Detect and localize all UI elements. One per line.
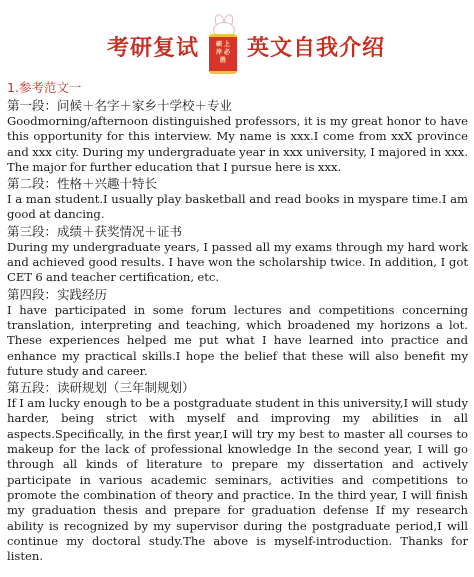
section-3-text: During my undergraduate years, I passed all my exams through my hard work and achieved good results. I have won the scholarship twice. In addition, I got CET 6 and teacher certification, etc. (7, 239, 468, 285)
bunny-scroll-icon (206, 14, 240, 76)
section-2-heading: 第二段：性格＋兴趣十特长 (7, 176, 158, 192)
subtitle: 1.参考范文一 (7, 80, 82, 95)
content (7, 80, 468, 564)
title-right: 英文自我介绍 (247, 36, 386, 61)
section-5-heading: 第五段：读研规划（三年制规划） (7, 380, 195, 396)
section-4-text: I have participated in some forum lectures and competitions concerning translation, interpreting and teaching, which broadened my horizons a lot. These experiences helped me put what I have learned into practice and enhance my practical skills.I hope the belief that these will also benefit my future study and career. (7, 302, 468, 378)
section-1-heading: 第一段：问候＋名字＋家乡十学校＋专业 (7, 98, 233, 113)
badge-text: 硕 上 岸 必 胜 (215, 41, 231, 64)
section-3-heading: 第三段：成绩＋获奖情况＋证书 (7, 223, 183, 239)
section-2-text: I a man student.I usually play basketball and read books in myspare time.I am good at dancing. (7, 192, 468, 222)
section-4-heading: 第四段：实践经历 (7, 286, 108, 302)
header (7, 0, 468, 82)
section-1-text: Goodmorning/afternoon distinguished professors, it is my great honor to have this opportunity for this interview. My name is xxx.I come from xxX province and xxx city. During my undergraduate year in xxx university, I majored in xxx. The major for further education that I pursue here is xxx. (7, 114, 468, 174)
title-left: 考研复试 (107, 36, 200, 61)
section-5-text: If I am lucky enough to be a postgraduate student in this university,I will study harder, being strict with myself and improving my abilities in all aspects.Specifically, in the first year,I will try my best to master all courses to makeup for the lack of professional knowledge In the second year, I will go through all kinds of literature to prepare my dissertation and actively participate in various academic seminars, activities and competitions to promote the combination of theory and practice. In the third year, I will finish my graduation thesis and prepare for graduation defense If my research ability is recognized by my supervisor during the postgraduate period,I will continue my doctoral study.The above is myself-introduction. Thanks for listen. (7, 396, 468, 564)
